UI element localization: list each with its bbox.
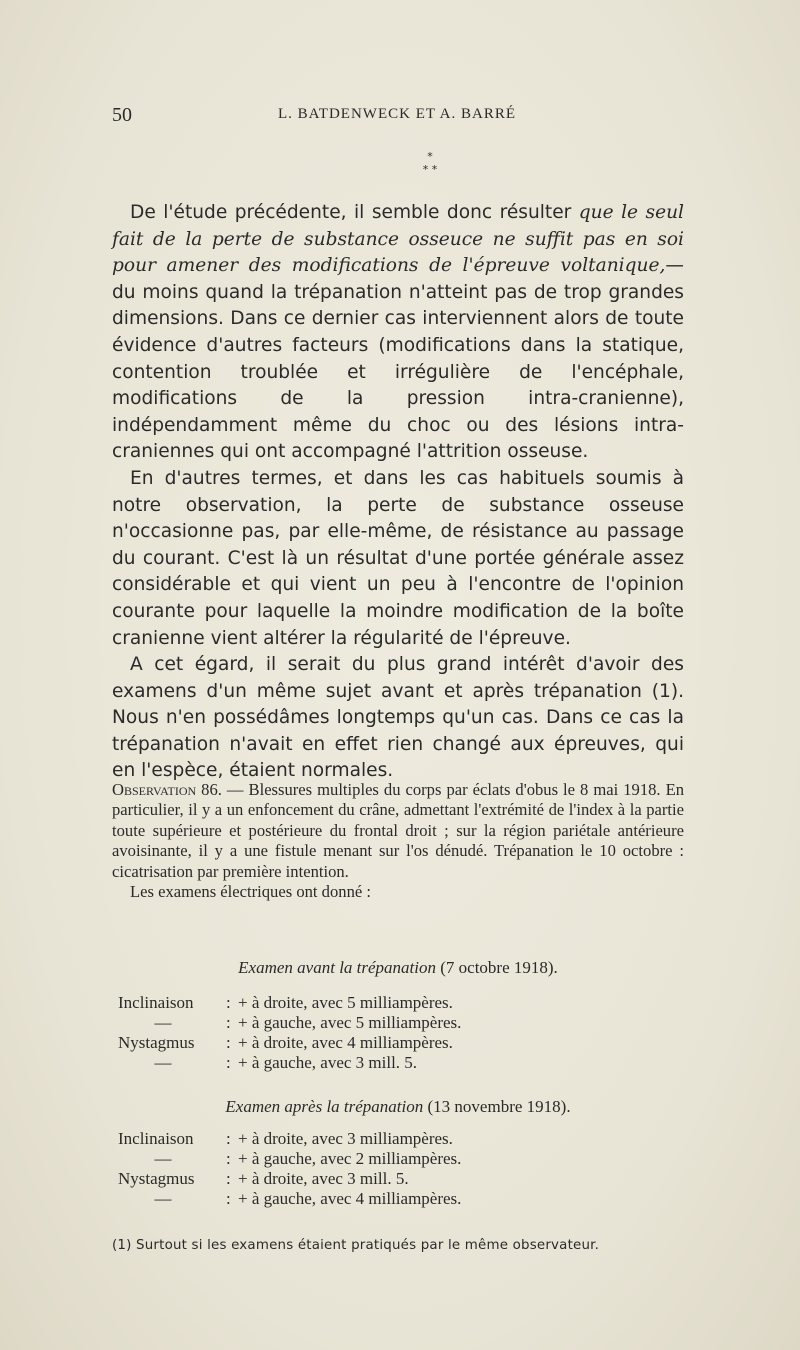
observation-label: Observation 86. — [112, 780, 222, 799]
exam-line-value: + à droite, avec 5 milliampères. — [238, 993, 453, 1012]
exam-after-title-italic: Examen après la trépanation — [225, 1097, 424, 1116]
exam-before-results — [118, 993, 678, 1073]
exam-line-label: — — [154, 1189, 172, 1208]
asterism-divider — [360, 150, 500, 176]
exam-before-title — [112, 958, 684, 978]
exam-line-value: + à gauche, avec 2 milliampères. — [238, 1149, 462, 1168]
exam-before-line: Nystagmus : + à droite, avec 4 milliampères. — [118, 1033, 453, 1052]
observation-followup: Les examens électriques ont donné : — [130, 882, 371, 902]
observation-text: — Blessures multiples du corps par éclats d'obus le 8 mai 1918. En particulier, il y a un enfoncement du crâne, admettant l'extrémité de l'index à la partie toute supérieure et postérieure du frontal droit ; sur la région pariétale antérieure avoisinante, il y a une fistule menant sur l'os dénudé. Trépanation le 10 octobre : cicatrisation par première intention. — [112, 780, 684, 881]
exam-line-value: + à droite, avec 3 milliampères. — [238, 1129, 453, 1148]
exam-line-label: Inclinaison — [118, 993, 194, 1012]
exam-line-label: Nystagmus — [118, 1033, 195, 1052]
running-head: L. BATDENWECK ET A. BARRÉ — [277, 106, 517, 122]
exam-line-label: — — [154, 1013, 172, 1032]
exam-after-line: — : + à gauche, avec 2 milliampères. — [118, 1149, 678, 1169]
exam-line-value: + à droite, avec 3 mill. 5. — [238, 1169, 409, 1188]
asterism-bottom: * * — [422, 163, 438, 176]
footnote: (1) Surtout si les examens étaient pratiqués par le même observateur. — [112, 1238, 600, 1253]
exam-line-value: + à droite, avec 4 milliampères. — [238, 1033, 453, 1052]
observation-block — [112, 780, 684, 902]
exam-line-label: — — [154, 1149, 172, 1168]
exam-after-title-date: (13 novembre 1918). — [423, 1097, 571, 1116]
exam-before-line: — : + à gauche, avec 5 milliampères. — [118, 1013, 678, 1033]
paragraph-1-rest: — du moins quand la trépanation n'atteint pas de trop grandes dimensions. Dans ce dernier cas interviennent alors de toute évidence d'autres facteurs (modifications dans la statique, contention troublée et irrégulière de l'encéphale, modifications de la pression intra-cranienne), indépendamment même du choc ou des lésions intra-craniennes qui ont accompagné l'attrition osseuse. — [112, 255, 684, 463]
asterism-top: * — [427, 150, 433, 163]
paragraph-3: A cet égard, il serait du plus grand intérêt d'avoir des examens d'un même sujet avant et après trépanation (1). Nous n'en possédâmes longtemps qu'un cas. Dans ce cas la trépanation n'avait en effet rien changé aux épreuves, qui en l'espèce, étaient normales. — [112, 654, 684, 782]
exam-before-title-date: (7 octobre 1918). — [436, 958, 558, 977]
exam-after-line: Inclinaison : + à droite, avec 3 milliampères. — [118, 1129, 453, 1148]
exam-after-title — [112, 1097, 684, 1117]
exam-after-line: Nystagmus : + à droite, avec 3 mill. 5. — [118, 1169, 409, 1188]
main-body-text — [112, 200, 684, 785]
exam-after-line: — : + à gauche, avec 4 milliampères. — [118, 1189, 678, 1209]
paragraph-1 — [112, 200, 684, 466]
page-header — [112, 104, 682, 130]
page-number: 50 — [112, 104, 132, 126]
exam-before-line: Inclinaison : + à droite, avec 5 milliampères. — [118, 993, 453, 1012]
observation-paragraph — [112, 780, 684, 882]
exam-after-results — [118, 1129, 678, 1209]
exam-line-value: + à gauche, avec 4 milliampères. — [238, 1189, 462, 1208]
paragraph-1-italic: que le seul fait de la perte de substance osseuce ne suffit pas en soi pour amener des modifications de l'épreuve voltanique, — [112, 202, 684, 277]
exam-line-label: Inclinaison — [118, 1129, 194, 1148]
paragraph-2: En d'autres termes, et dans les cas habituels soumis à notre observation, la perte de substance osseuse n'occasionne pas, par elle-même, de résistance au passage du courant. C'est là un résultat d'une portée générale assez considérable et qui vient un peu à l'encontre de l'opinion courante pour laquelle la moindre modification de la boîte cranienne vient altérer la régularité de l'épreuve. — [112, 467, 684, 649]
exam-line-label: Nystagmus — [118, 1169, 195, 1188]
paragraph-1-lead: De l'étude précédente, il semble donc résulter — [130, 202, 579, 223]
exam-line-value: + à gauche, avec 5 milliampères. — [238, 1013, 462, 1032]
exam-before-title-italic: Examen avant la trépanation — [238, 958, 436, 977]
exam-line-label: — — [154, 1053, 172, 1072]
exam-line-value: + à gauche, avec 3 mill. 5. — [238, 1053, 418, 1072]
exam-before-line: — : + à gauche, avec 3 mill. 5. — [118, 1053, 678, 1073]
